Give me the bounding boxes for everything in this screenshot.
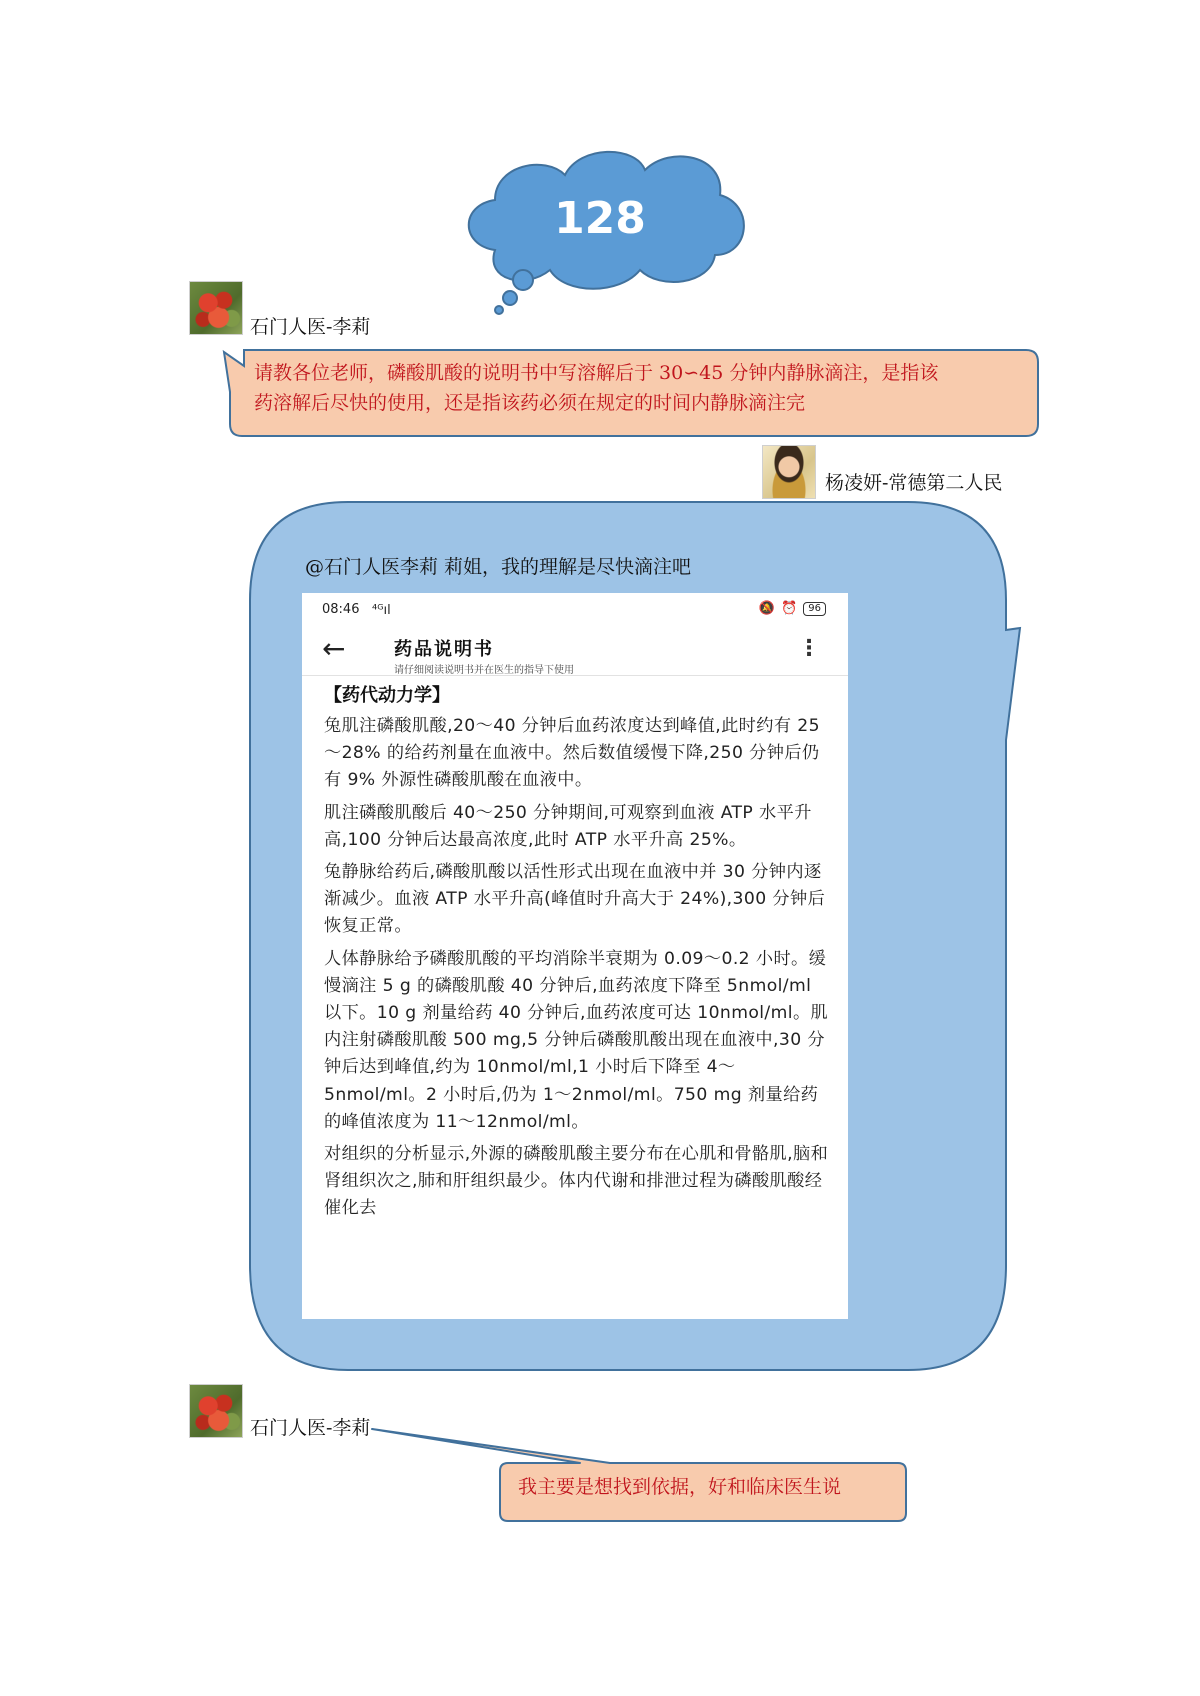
avatar	[189, 1384, 243, 1438]
battery-icon: 96	[803, 602, 826, 616]
avatar	[762, 445, 816, 499]
back-arrow-icon[interactable]: ←	[322, 632, 346, 665]
message-line: 请教各位老师，磷酸肌酸的说明书中写溶解后于 30∽45 分钟内静脉滴注，是指该	[254, 362, 939, 384]
more-menu-icon[interactable]: ⋮	[798, 636, 820, 661]
message-text: 我主要是想找到依据，好和临床医生说	[518, 1476, 842, 1498]
alarm-icon: ⏰	[781, 601, 798, 616]
app-title: 药品说明书	[394, 639, 494, 660]
status-icons	[759, 601, 826, 616]
status-time: 08:46	[322, 602, 360, 617]
paragraph: 对组织的分析显示,外源的磷酸肌酸主要分布在心肌和骨骼肌,脑和肾组织次之,肺和肝组织最少。体内代谢和排泄过程为磷酸肌酸经催化去	[324, 1144, 829, 1219]
status-bar	[302, 593, 848, 625]
paragraph: 肌注磷酸肌酸后 40～250 分钟期间,可观察到血液 ATP 水平升高,100 分钟后达最高浓度,此时 ATP 水平升高 25%。	[324, 802, 812, 850]
message-line: 药溶解后尽快的使用，还是指该药必须在规定的时间内静脉滴注完	[254, 392, 806, 414]
mute-icon: 🔕	[758, 601, 776, 616]
avatar	[189, 281, 243, 335]
message-text: @石门人医李莉 莉姐，我的理解是尽快滴注吧	[305, 556, 692, 578]
paragraph: 兔静脉给药后,磷酸肌酸以活性形式出现在血液中并 30 分钟内逐渐减少。血液 ATP 水平升高(峰值时升高大于 24%),300 分钟后恢复正常。	[324, 862, 826, 937]
page-number: 128	[554, 193, 646, 244]
sender-name: 石门人医-李莉	[250, 1417, 371, 1439]
message-text	[254, 358, 1034, 418]
signal-icon: ⁴ᴳıl	[372, 603, 391, 618]
phone-screenshot	[302, 593, 848, 1319]
paragraph: 人体静脉给予磷酸肌酸的平均消除半衰期为 0.09～0.2 小时。缓慢滴注 5 g 的磷酸肌酸 40 分钟后,血药浓度下降至 5nmol/ml 以下。10 g 剂量给药 40 分钟后,血药浓度可达 10nmol/ml。肌内注射磷酸肌酸 500 mg,5 分钟后磷酸肌酸出现在血液中,30 分钟后达到峰值,约为 10nmol/ml,1 小时后下降至 4～5nmol/ml。2 小时后,仍为 1～2nmol/ml。750 mg 剂量给药的峰值浓度为 11～12nmol/ml。	[324, 948, 829, 1132]
sender-name: 石门人医-李莉	[250, 316, 371, 338]
paragraph: 兔肌注磷酸肌酸,20～40 分钟后血药浓度达到峰值,此时约有 25～28% 的给药剂量在血液中。然后数值缓慢下降,250 分钟后仍有 9% 外源性磷酸肌酸在血液中。	[324, 716, 820, 791]
section-title: 【药代动力学】	[324, 685, 450, 706]
document-body	[324, 681, 830, 1228]
app-subtitle: 请仔细阅读说明书并在医生的指导下使用	[394, 665, 574, 676]
sender-name: 杨凌妍-常德第二人民	[825, 472, 1003, 494]
app-header	[302, 625, 848, 676]
